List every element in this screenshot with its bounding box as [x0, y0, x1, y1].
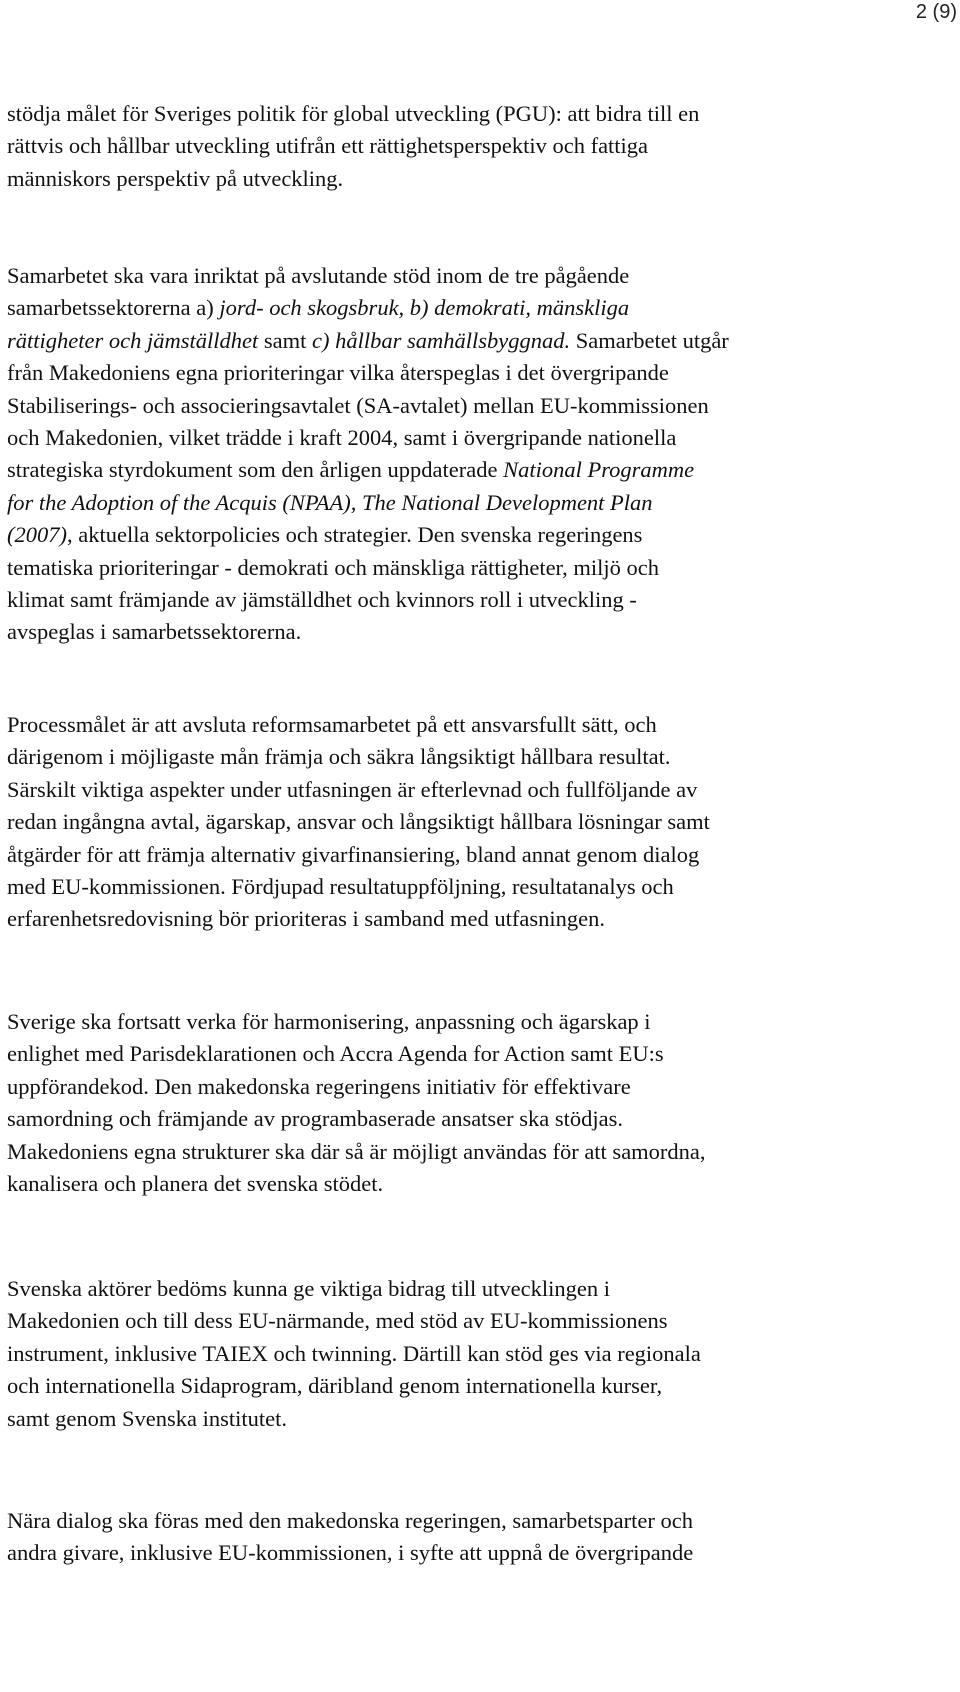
text-line: andra givare, inklusive EU-kommissionen, i syfte att uppnå de övergripande — [7, 1540, 694, 1566]
text-line: från Makedoniens egna prioriteringar vilka återspeglas i det övergripande — [7, 360, 669, 386]
text-line: samordning och främjande av programbaserade ansatser ska stödjas. — [7, 1106, 624, 1132]
text-line: Makedonien och till dess EU-närmande, med stöd av EU-kommissionens — [7, 1308, 668, 1334]
text-line: Makedoniens egna strukturer ska där så är möjligt användas för att samordna, — [7, 1138, 706, 1164]
text-line: klimat samt främjande av jämställdhet och kvinnors roll i utveckling - — [7, 587, 637, 613]
text-line: Stabiliserings- och associeringsavtalet (SA-avtalet) mellan EU-kommissionen — [7, 392, 709, 418]
text-line: stödja målet för Sveriges politik för global utveckling (PGU): att bidra till en — [7, 101, 700, 126]
text-line: kanalisera och planera det svenska stödet. — [7, 1171, 384, 1197]
paragraph-swedish-actors — [7, 1273, 947, 1435]
text-line: och internationella Sidaprogram, däribland genom internationella kurser, — [7, 1373, 663, 1399]
text-line: med EU-kommissionen. Fördjupad resultatuppföljning, resultatanalys och — [7, 874, 674, 900]
text-line: samt genom Svenska institutet. — [7, 1405, 287, 1431]
text-line: avspeglas i samarbetssektorerna. — [7, 619, 302, 645]
text-run: , aktuella sektorpolicies och strategier. Den svenska regeringens — [67, 522, 643, 548]
paragraph-harmonisation — [7, 1006, 947, 1200]
text-line: människors perspektiv på utveckling. — [7, 165, 344, 191]
text-line: enlighet med Parisdeklarationen och Accra Agenda for Action samt EU:s — [7, 1041, 664, 1067]
text-line: Svenska aktörer bedöms kunna ge viktiga bidrag till utvecklingen i — [7, 1276, 610, 1301]
text-line — [7, 519, 947, 551]
text-line: Särskilt viktiga aspekter under utfasningen är efterlevnad och fullföljande av — [7, 776, 698, 802]
text-line: Sverige ska fortsatt verka för harmonisering, anpassning och ägarskap i — [7, 1009, 651, 1034]
italic-sector-names: jord- och skogsbruk, b) demokrati, mänskliga — [219, 295, 630, 321]
text-run: samarbetssektorerna a) — [7, 295, 220, 321]
paragraph-pgu-goal — [7, 98, 947, 195]
italic-document-title: (2007) — [7, 522, 67, 548]
text-run: strategiska styrdokument som den årligen uppdaterade — [7, 457, 504, 483]
text-line: Nära dialog ska föras med den makedonska regeringen, samarbetsparter och — [7, 1508, 693, 1533]
text-line — [7, 325, 947, 357]
text-line — [7, 292, 947, 324]
paragraph-process-goal — [7, 709, 947, 936]
text-line: tematiska prioriteringar - demokrati och mänskliga rättigheter, miljö och — [7, 554, 660, 580]
italic-document-title: National Programme — [503, 457, 695, 483]
text-line: Processmålet är att avsluta reformsamarbetet på ett ansvarsfullt sätt, och — [7, 712, 657, 737]
paragraph-cooperation-focus — [7, 260, 947, 649]
text-run: Samarbetet utgår — [570, 327, 729, 353]
text-line: åtgärder för att främja alternativ givarfinansiering, bland annat genom dialog — [7, 841, 700, 867]
italic-sector-names: rättigheter och jämställdhet — [7, 327, 259, 353]
text-line: instrument, inklusive TAIEX och twinning. Därtill kan stöd ges via regionala — [7, 1340, 701, 1366]
text-line: och Makedonien, vilket trädde i kraft 2004, samt i övergripande nationella — [7, 425, 677, 451]
italic-sector-names: c) hållbar samhällsbyggnad. — [311, 327, 571, 353]
text-line — [7, 487, 947, 519]
text-line — [7, 454, 947, 486]
text-line: rättvis och hållbar utveckling utifrån ett rättighetsperspektiv och fattiga — [7, 133, 649, 159]
paragraph-dialogue — [7, 1505, 947, 1570]
text-line: erfarenhetsredovisning bör prioriteras i samband med utfasningen. — [7, 906, 605, 932]
text-run: samt — [258, 327, 312, 353]
text-line: därigenom i möjligaste mån främja och säkra långsiktigt hållbara resultat. — [7, 744, 671, 770]
italic-document-title: for the Adoption of the Acquis (NPAA), The National Development Plan — [7, 489, 653, 515]
text-line: Samarbetet ska vara inriktat på avslutande stöd inom de tre pågående — [7, 263, 630, 288]
text-line: uppförandekod. Den makedonska regeringens initiativ för effektivare — [7, 1073, 631, 1099]
text-line: redan ingångna avtal, ägarskap, ansvar och långsiktigt hållbara lösningar samt — [7, 809, 710, 835]
page-number: 2 (9) — [915, 1, 957, 23]
